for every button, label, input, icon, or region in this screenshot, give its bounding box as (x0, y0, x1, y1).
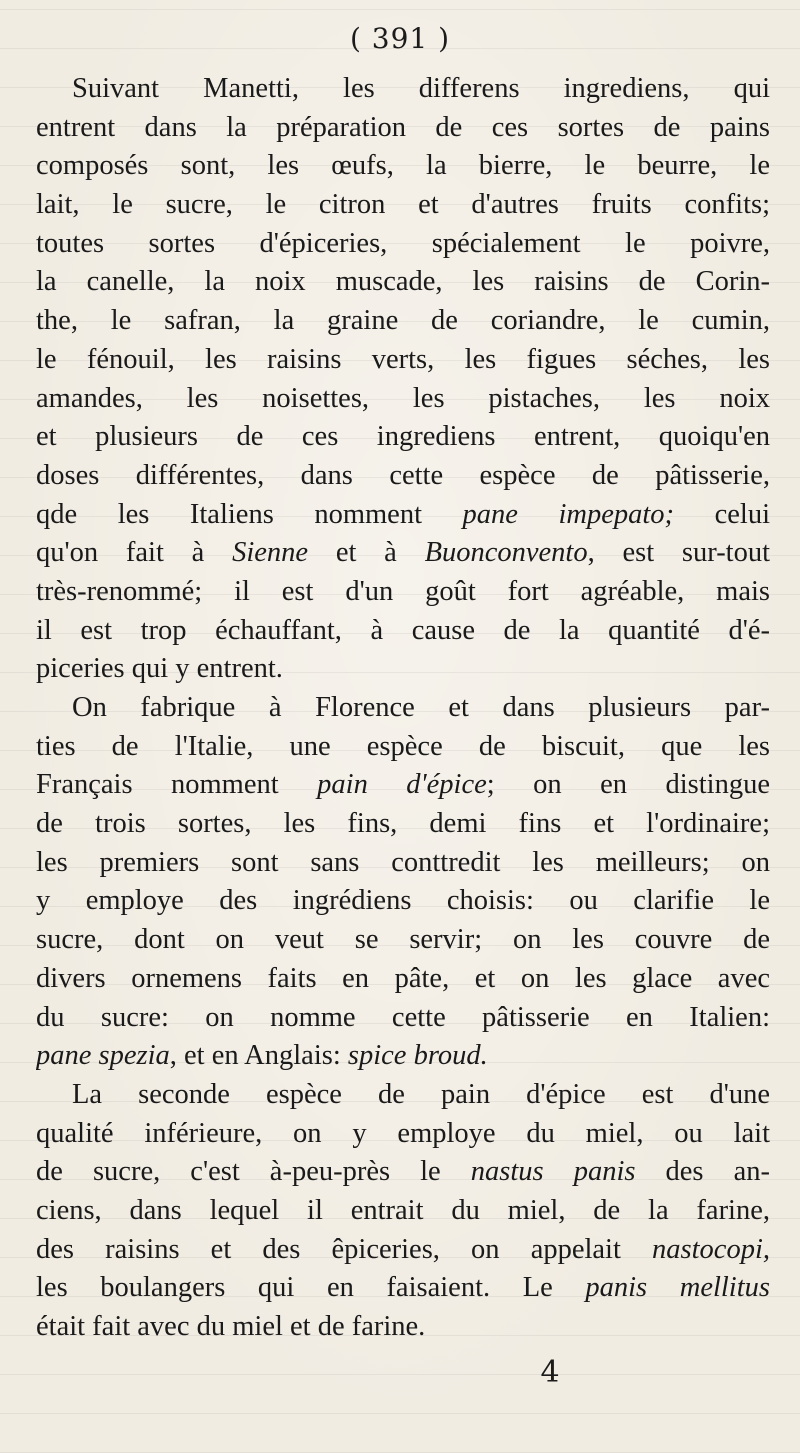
text-line (36, 1115, 770, 1154)
text-segment: qde les Italiens nomment (36, 498, 463, 530)
text-segment: les premiers sont sans conttredit les meilleurs; on (36, 846, 770, 878)
text-line (36, 805, 770, 844)
text-segment: piceries qui y entrent. (36, 653, 283, 685)
text-segment: et à (308, 537, 425, 569)
italic-text: pane spezia (36, 1040, 170, 1072)
text-line (36, 534, 770, 573)
text-segment: composés sont, les œufs, la bierre, le beurre, le (36, 150, 770, 182)
text-line (36, 70, 770, 109)
text-segment: et plusieurs de ces ingrediens entrent, quoiqu'en (36, 421, 770, 453)
text-segment: sucre, dont on veut se servir; on les couvre de (36, 924, 770, 956)
text-line (36, 1076, 770, 1115)
text-line (36, 341, 770, 380)
italic-text: spice broud. (347, 1040, 488, 1072)
text-line (36, 573, 770, 612)
text-line (36, 844, 770, 883)
text-line (36, 496, 770, 535)
text-segment: toutes sortes d'épiceries, spécialement le poivre, (36, 227, 770, 259)
text-segment: il est trop échauffant, à cause de la quantité d'é- (36, 614, 770, 646)
text-segment: des an- (635, 1156, 770, 1188)
italic-text: Sienne (232, 537, 309, 569)
text-line (36, 418, 770, 457)
italic-text: pain d'épice (317, 769, 487, 801)
text-segment: des raisins et des êpiceries, on appelait (36, 1233, 653, 1265)
text-line (36, 457, 770, 496)
text-line (36, 921, 770, 960)
text-segment: Suivant Manetti, les differens ingrediens, qui (72, 73, 770, 104)
text-line (36, 999, 770, 1038)
text-segment: de sucre, c'est à-peu-près le (36, 1156, 471, 1188)
text-line (36, 186, 770, 225)
signature-mark: 4 (540, 1355, 560, 1390)
text-line (36, 147, 770, 186)
paragraph (36, 1076, 770, 1347)
paragraph (36, 689, 770, 1076)
text-line (36, 766, 770, 805)
text-line (36, 1308, 770, 1347)
text-segment: La seconde espèce de pain d'épice est d'une (72, 1078, 770, 1110)
text-segment: doses différentes, dans cette espèce de pâtisserie, (36, 459, 770, 491)
italic-text: pane impepato; (462, 498, 675, 530)
italic-text: Buonconvento (424, 537, 588, 569)
text-line (36, 109, 770, 148)
text-line (36, 1269, 770, 1308)
italic-text: panis mellitus (585, 1272, 770, 1304)
text-segment: divers ornemens faits en pâte, et on les glace avec (36, 962, 770, 994)
text-segment: la canelle, la noix muscade, les raisins de Corin- (36, 266, 770, 298)
text-line (36, 650, 770, 689)
italic-text: nastocopi, (652, 1233, 770, 1265)
text-segment: qualité inférieure, on y employe du miel, ou lait (36, 1117, 770, 1149)
text-segment: les boulangers qui en faisaient. Le (36, 1272, 586, 1304)
italic-text: nastus panis (470, 1156, 636, 1188)
page-number: ( 391 ) (349, 22, 451, 55)
text-line (36, 380, 770, 419)
text-line (36, 960, 770, 999)
text-segment: très-renommé; il est d'un goût fort agréable, mais (36, 575, 770, 607)
text-segment: le fénouil, les raisins verts, les figues séches, les (36, 343, 770, 375)
text-segment: du sucre: on nomme cette pâtisserie en Italien: (36, 1001, 770, 1033)
text-segment: , et en Anglais: (169, 1040, 348, 1072)
text-segment: Français nomment (36, 769, 318, 801)
text-segment: the, le safran, la graine de coriandre, le cumin, (36, 305, 770, 337)
text-segment: amandes, les noisettes, les pistaches, les noix (36, 382, 770, 414)
text-segment: qu'on fait à (36, 537, 233, 569)
text-line (36, 882, 770, 921)
text-line (36, 689, 770, 728)
text-segment: ciens, dans lequel il entrait du miel, de la farine, (36, 1194, 770, 1226)
text-line (36, 1192, 770, 1231)
text-line (36, 225, 770, 264)
text-line (36, 1153, 770, 1192)
text-segment: , est sur-tout (587, 537, 770, 569)
text-line (36, 1037, 770, 1076)
text-segment: de trois sortes, les fins, demi fins et l'ordinaire; (36, 808, 770, 840)
text-line (36, 263, 770, 302)
text-segment: lait, le sucre, le citron et d'autres fruits confits; (36, 189, 770, 221)
text-line (36, 1231, 770, 1270)
body-text (36, 70, 770, 1347)
text-line (36, 612, 770, 651)
text-segment: On fabrique à Florence et dans plusieurs par- (72, 692, 770, 723)
text-segment: y employe des ingrédiens choisis: ou clarifie le (36, 885, 770, 917)
text-line (36, 302, 770, 341)
text-segment: était fait avec du miel et de farine. (36, 1311, 426, 1342)
text-segment: ; on en distingue (486, 769, 770, 801)
text-line (36, 728, 770, 767)
text-segment: celui (674, 498, 770, 530)
text-segment: ties de l'Italie, une espèce de biscuit, que les (36, 730, 770, 762)
text-segment: entrent dans la préparation de ces sortes de pains (36, 111, 770, 143)
paragraph (36, 70, 770, 689)
